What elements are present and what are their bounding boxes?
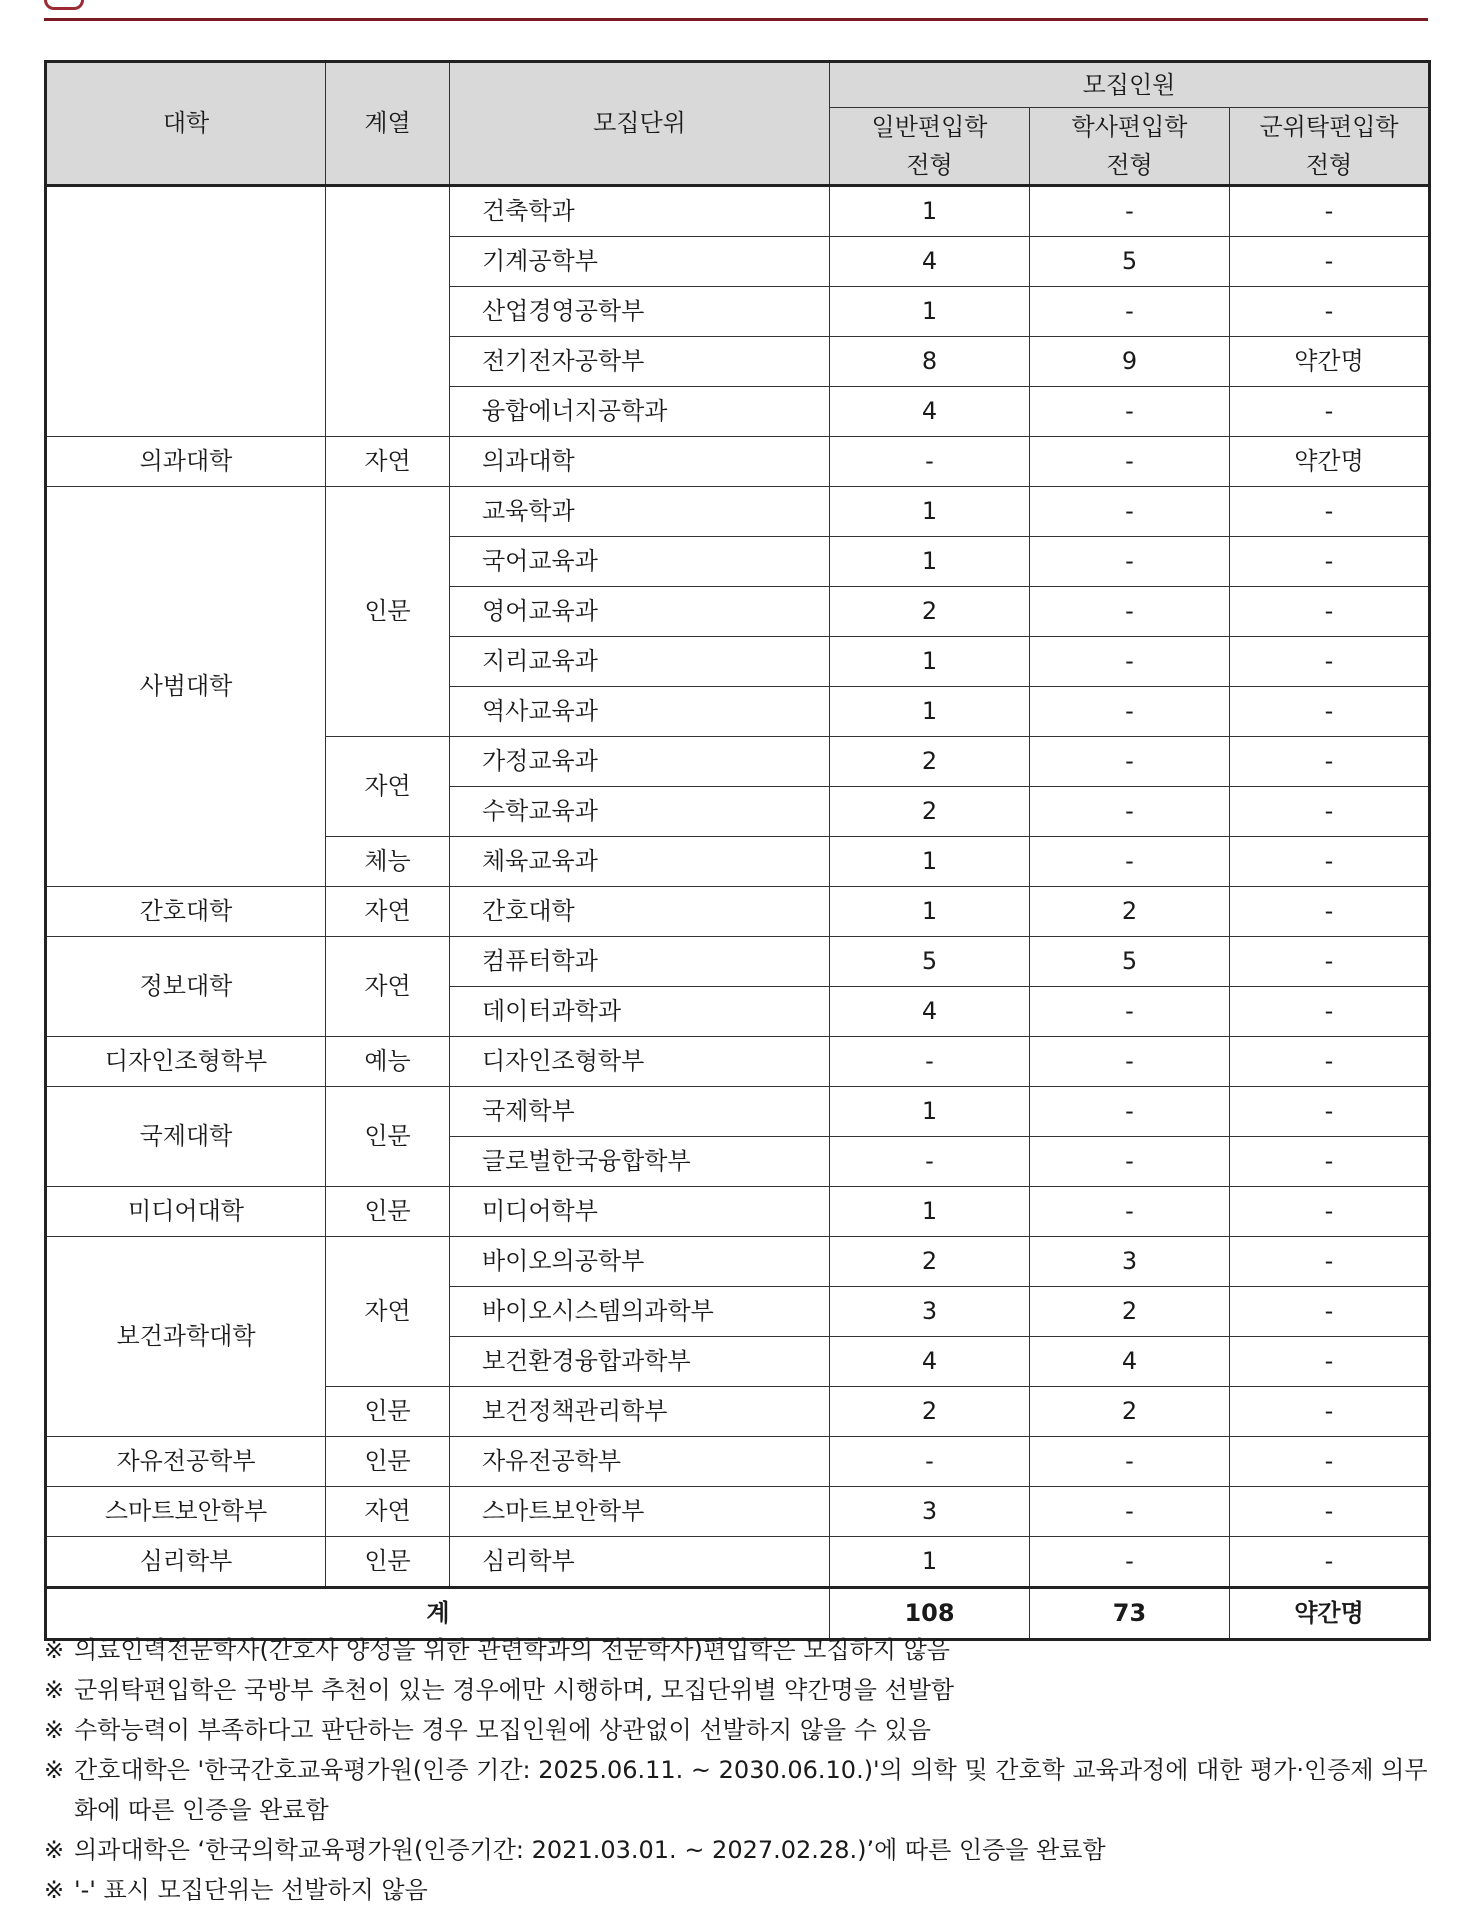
- college-cell: 보건과학대학: [46, 1237, 326, 1437]
- track-cell: 자연: [326, 737, 450, 837]
- general-cell: 4: [830, 987, 1030, 1037]
- table-row: [46, 1437, 1430, 1487]
- general-cell: 3: [830, 1487, 1030, 1537]
- track-cell: 예능: [326, 1037, 450, 1087]
- military-cell: -: [1230, 287, 1430, 337]
- footnote-text: 의료인력전문학사(간호사 양성을 위한 관련학과의 전문학사)편입학은 모집하지 않음: [74, 1636, 950, 1664]
- military-cell: 약간명: [1230, 437, 1430, 487]
- total-general: 108: [830, 1588, 1030, 1640]
- bachelor-cell: -: [1030, 587, 1230, 637]
- military-cell: -: [1230, 1437, 1430, 1487]
- military-cell: -: [1230, 937, 1430, 987]
- general-cell: 2: [830, 1237, 1030, 1287]
- total-bachelor: 73: [1030, 1588, 1230, 1640]
- bachelor-cell: 9: [1030, 337, 1230, 387]
- admission-quota-table: [44, 60, 1431, 1641]
- unit-cell: 교육학과: [450, 487, 830, 537]
- bachelor-cell: -: [1030, 1537, 1230, 1588]
- general-cell: 8: [830, 337, 1030, 387]
- general-cell: 3: [830, 1287, 1030, 1337]
- reference-mark: ※: [44, 1876, 65, 1904]
- bachelor-cell: 2: [1030, 887, 1230, 937]
- general-cell: -: [830, 1137, 1030, 1187]
- college-cell: 의과대학: [46, 437, 326, 487]
- unit-cell: 수학교육과: [450, 787, 830, 837]
- bachelor-cell: 5: [1030, 237, 1230, 287]
- table-header: [46, 62, 1430, 186]
- bachelor-cell: -: [1030, 186, 1230, 237]
- bachelor-cell: -: [1030, 1137, 1230, 1187]
- college-cell: 미디어대학: [46, 1187, 326, 1237]
- military-cell: -: [1230, 186, 1430, 237]
- track-cell: 체능: [326, 837, 450, 887]
- table-row: [46, 937, 1430, 987]
- university-logo-fragment: [44, 0, 84, 10]
- general-cell: 4: [830, 1337, 1030, 1387]
- military-cell: -: [1230, 787, 1430, 837]
- bachelor-cell: -: [1030, 437, 1230, 487]
- military-cell: -: [1230, 587, 1430, 637]
- unit-cell: 미디어학부: [450, 1187, 830, 1237]
- military-cell: -: [1230, 487, 1430, 537]
- total-label: 계: [46, 1588, 830, 1640]
- military-cell: -: [1230, 1187, 1430, 1237]
- bachelor-cell: 5: [1030, 937, 1230, 987]
- track-cell: 인문: [326, 1087, 450, 1187]
- header-track: 계열: [326, 62, 450, 186]
- unit-cell: 가정교육과: [450, 737, 830, 787]
- unit-cell: 전기전자공학부: [450, 337, 830, 387]
- table-row: [46, 1187, 1430, 1237]
- track-cell: 인문: [326, 1437, 450, 1487]
- general-cell: -: [830, 437, 1030, 487]
- general-cell: 2: [830, 787, 1030, 837]
- bachelor-cell: -: [1030, 687, 1230, 737]
- header-general: 일반편입학 전형: [830, 108, 1030, 186]
- bachelor-cell: -: [1030, 1487, 1230, 1537]
- college-cell: 디자인조형학부: [46, 1037, 326, 1087]
- college-cell: 간호대학: [46, 887, 326, 937]
- unit-cell: 데이터과학과: [450, 987, 830, 1037]
- unit-cell: 자유전공학부: [450, 1437, 830, 1487]
- unit-cell: 바이오의공학부: [450, 1237, 830, 1287]
- table-row: [46, 887, 1430, 937]
- header-college: 대학: [46, 62, 326, 186]
- bachelor-cell: -: [1030, 487, 1230, 537]
- bachelor-cell: -: [1030, 637, 1230, 687]
- military-cell: -: [1230, 1287, 1430, 1337]
- general-cell: 1: [830, 1537, 1030, 1588]
- track-cell: [326, 186, 450, 437]
- college-cell: 정보대학: [46, 937, 326, 1037]
- general-cell: 2: [830, 1387, 1030, 1437]
- footnote: [44, 1750, 1434, 1830]
- bachelor-cell: -: [1030, 837, 1230, 887]
- footnote: [44, 1670, 1434, 1710]
- unit-cell: 산업경영공학부: [450, 287, 830, 337]
- table-row: [46, 1087, 1430, 1137]
- table-row: [46, 1487, 1430, 1537]
- general-cell: 4: [830, 387, 1030, 437]
- military-cell: -: [1230, 987, 1430, 1037]
- military-cell: -: [1230, 387, 1430, 437]
- unit-cell: 국어교육과: [450, 537, 830, 587]
- unit-cell: 융합에너지공학과: [450, 387, 830, 437]
- reference-mark: ※: [44, 1636, 65, 1664]
- footnote: [44, 1630, 1434, 1670]
- bachelor-cell: 3: [1030, 1237, 1230, 1287]
- unit-cell: 국제학부: [450, 1087, 830, 1137]
- military-cell: -: [1230, 1037, 1430, 1087]
- general-cell: 1: [830, 1087, 1030, 1137]
- footnote-text: 간호대학은 '한국간호교육평가원(인증 기간: 2025.06.11. ~ 2030.06.10.)'의 의학 및 간호학 교육과정에 대한 평가·인증제 의무화에 따른 인증을 완료함: [74, 1756, 1428, 1824]
- track-cell: 자연: [326, 937, 450, 1037]
- reference-mark: ※: [44, 1756, 65, 1784]
- header-unit: 모집단위: [450, 62, 830, 186]
- general-cell: 1: [830, 687, 1030, 737]
- unit-cell: 바이오시스템의과학부: [450, 1287, 830, 1337]
- general-cell: 2: [830, 737, 1030, 787]
- table-row: [46, 487, 1430, 537]
- table-row: [46, 437, 1430, 487]
- unit-cell: 역사교육과: [450, 687, 830, 737]
- table-row: [46, 1537, 1430, 1588]
- track-cell: 인문: [326, 1387, 450, 1437]
- header-military: 군위탁편입학 전형: [1230, 108, 1430, 186]
- military-cell: -: [1230, 1237, 1430, 1287]
- bachelor-cell: -: [1030, 737, 1230, 787]
- footnote-text: 의과대학은 ‘한국의학교육평가원(인증기간: 2021.03.01. ~ 2027.02.28.)’에 따른 인증을 완료함: [74, 1836, 1106, 1864]
- general-cell: 4: [830, 237, 1030, 287]
- unit-cell: 스마트보안학부: [450, 1487, 830, 1537]
- general-cell: -: [830, 1437, 1030, 1487]
- bachelor-cell: -: [1030, 987, 1230, 1037]
- military-cell: -: [1230, 887, 1430, 937]
- unit-cell: 심리학부: [450, 1537, 830, 1588]
- general-cell: 1: [830, 537, 1030, 587]
- table-row: [46, 1237, 1430, 1287]
- military-cell: 약간명: [1230, 337, 1430, 387]
- unit-cell: 체육교육과: [450, 837, 830, 887]
- military-cell: -: [1230, 687, 1430, 737]
- bachelor-cell: -: [1030, 387, 1230, 437]
- general-cell: -: [830, 1037, 1030, 1087]
- table-row: [46, 1037, 1430, 1087]
- table-row: [46, 186, 1430, 237]
- track-cell: 인문: [326, 1187, 450, 1237]
- military-cell: -: [1230, 237, 1430, 287]
- unit-cell: 디자인조형학부: [450, 1037, 830, 1087]
- footnote: [44, 1830, 1434, 1870]
- bachelor-cell: 2: [1030, 1387, 1230, 1437]
- military-cell: -: [1230, 1087, 1430, 1137]
- military-cell: -: [1230, 837, 1430, 887]
- reference-mark: ※: [44, 1836, 65, 1864]
- track-cell: 인문: [326, 1537, 450, 1588]
- military-cell: -: [1230, 1137, 1430, 1187]
- bachelor-cell: 4: [1030, 1337, 1230, 1387]
- military-cell: -: [1230, 737, 1430, 787]
- header-bachelor: 학사편입학 전형: [1030, 108, 1230, 186]
- footnote: [44, 1710, 1434, 1750]
- college-cell: 국제대학: [46, 1087, 326, 1187]
- general-cell: 1: [830, 487, 1030, 537]
- military-cell: -: [1230, 1387, 1430, 1437]
- bachelor-cell: -: [1030, 1037, 1230, 1087]
- college-cell: [46, 186, 326, 437]
- unit-cell: 컴퓨터학과: [450, 937, 830, 987]
- general-cell: 1: [830, 287, 1030, 337]
- college-cell: 자유전공학부: [46, 1437, 326, 1487]
- bachelor-cell: -: [1030, 1187, 1230, 1237]
- bachelor-cell: -: [1030, 787, 1230, 837]
- military-cell: -: [1230, 637, 1430, 687]
- table-body: [46, 186, 1430, 1640]
- header-recruit: 모집인원: [830, 62, 1430, 108]
- unit-cell: 간호대학: [450, 887, 830, 937]
- unit-cell: 보건정책관리학부: [450, 1387, 830, 1437]
- track-cell: 자연: [326, 887, 450, 937]
- bachelor-cell: 2: [1030, 1287, 1230, 1337]
- header-rule: [44, 18, 1428, 21]
- general-cell: 1: [830, 186, 1030, 237]
- military-cell: -: [1230, 1487, 1430, 1537]
- unit-cell: 건축학과: [450, 186, 830, 237]
- general-cell: 1: [830, 637, 1030, 687]
- unit-cell: 영어교육과: [450, 587, 830, 637]
- total-military: 약간명: [1230, 1588, 1430, 1640]
- college-cell: 스마트보안학부: [46, 1487, 326, 1537]
- footnotes: [44, 1630, 1434, 1910]
- military-cell: -: [1230, 1337, 1430, 1387]
- college-cell: 사범대학: [46, 487, 326, 887]
- reference-mark: ※: [44, 1676, 65, 1704]
- unit-cell: 기계공학부: [450, 237, 830, 287]
- military-cell: -: [1230, 537, 1430, 587]
- track-cell: 자연: [326, 1487, 450, 1537]
- bachelor-cell: -: [1030, 537, 1230, 587]
- college-cell: 심리학부: [46, 1537, 326, 1588]
- reference-mark: ※: [44, 1716, 65, 1744]
- general-cell: 1: [830, 1187, 1030, 1237]
- footnote-text: '-' 표시 모집단위는 선발하지 않음: [74, 1876, 428, 1904]
- footnote-text: 수학능력이 부족하다고 판단하는 경우 모집인원에 상관없이 선발하지 않을 수 있음: [74, 1716, 931, 1744]
- general-cell: 5: [830, 937, 1030, 987]
- bachelor-cell: -: [1030, 1437, 1230, 1487]
- footnote-text: 군위탁편입학은 국방부 추천이 있는 경우에만 시행하며, 모집단위별 약간명을 선발함: [74, 1676, 955, 1704]
- general-cell: 2: [830, 587, 1030, 637]
- track-cell: 자연: [326, 437, 450, 487]
- general-cell: 1: [830, 887, 1030, 937]
- military-cell: -: [1230, 1537, 1430, 1588]
- unit-cell: 의과대학: [450, 437, 830, 487]
- general-cell: 1: [830, 837, 1030, 887]
- bachelor-cell: -: [1030, 287, 1230, 337]
- track-cell: 자연: [326, 1237, 450, 1387]
- track-cell: 인문: [326, 487, 450, 737]
- bachelor-cell: -: [1030, 1087, 1230, 1137]
- footnote: [44, 1870, 1434, 1910]
- unit-cell: 보건환경융합과학부: [450, 1337, 830, 1387]
- unit-cell: 지리교육과: [450, 637, 830, 687]
- unit-cell: 글로벌한국융합학부: [450, 1137, 830, 1187]
